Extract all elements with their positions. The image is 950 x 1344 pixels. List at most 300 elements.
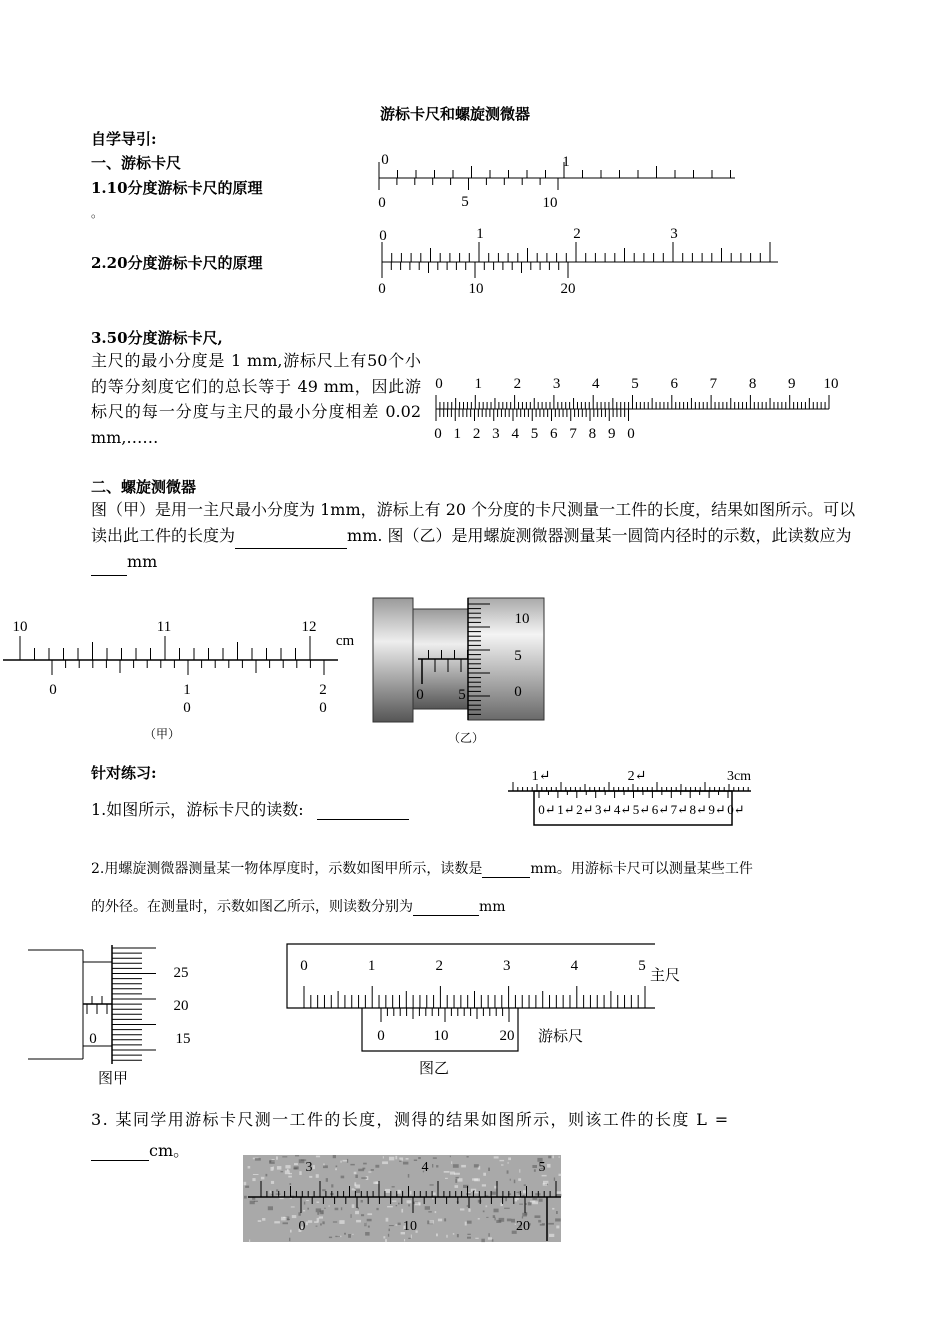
vernier-label: 20 — [560, 281, 576, 297]
main-label: 7 — [709, 376, 718, 392]
photo-noise — [453, 1233, 455, 1235]
photo-noise — [415, 1202, 421, 1205]
photo-noise — [386, 1218, 389, 1222]
photo-noise — [352, 1188, 356, 1190]
photo-noise — [361, 1214, 364, 1216]
vernier-label: 0 — [319, 700, 327, 716]
photo-noise — [552, 1208, 554, 1210]
figure-caption: （甲） — [143, 727, 181, 741]
photo-noise — [385, 1189, 390, 1193]
photo-noise — [314, 1221, 319, 1223]
q1-line — [91, 797, 409, 820]
photo-noise — [269, 1160, 274, 1164]
photo-noise — [475, 1192, 480, 1194]
photo-noise — [347, 1159, 348, 1163]
thimble-label: 5 — [514, 648, 522, 664]
photo-noise — [333, 1155, 336, 1158]
photo-noise — [398, 1203, 400, 1205]
photo-noise — [303, 1210, 305, 1211]
photo-noise — [486, 1217, 488, 1218]
photo-noise — [491, 1192, 496, 1195]
q2-text-c: 的外径。在测量时，示数如图乙所示，则读数分别为 — [91, 899, 413, 915]
photo-noise — [249, 1240, 250, 1243]
photo-noise — [336, 1166, 338, 1168]
main-label: 10 — [823, 376, 839, 392]
photo-noise — [501, 1164, 504, 1165]
section2-text-b: mm. 图（乙）是用螺旋测微器测量某一圆筒内径时的示数，此读数应为 — [347, 525, 852, 545]
photo-noise — [365, 1232, 370, 1236]
photo-noise — [358, 1207, 359, 1209]
main-label: 8 — [748, 376, 757, 392]
photo-noise — [383, 1156, 384, 1158]
photo-noise — [244, 1182, 247, 1186]
photo-noise — [371, 1169, 374, 1171]
photo-noise — [444, 1218, 446, 1221]
photo-noise — [524, 1184, 526, 1186]
photo-noise — [559, 1156, 560, 1158]
photo-noise — [277, 1166, 282, 1170]
photo-noise — [408, 1238, 410, 1239]
photo-noise — [331, 1184, 333, 1187]
main-label: 2 — [513, 376, 522, 392]
photo-noise — [433, 1157, 437, 1158]
photo-noise — [468, 1209, 470, 1212]
photo-noise — [418, 1157, 421, 1159]
photo-noise — [511, 1219, 515, 1223]
photo-noise — [555, 1218, 561, 1221]
photo-noise — [316, 1226, 318, 1227]
photo-noise — [326, 1178, 328, 1182]
photo-noise — [290, 1230, 292, 1233]
photo-noise — [389, 1225, 394, 1226]
photo-noise — [375, 1165, 379, 1168]
sleeve-label: 0 — [416, 687, 424, 703]
photo-noise — [368, 1171, 371, 1172]
photo-noise — [451, 1161, 452, 1164]
q2-caliper-figure — [280, 940, 700, 1080]
vernier-label: 5 — [530, 426, 539, 442]
main-label: 2 — [435, 958, 443, 974]
photo-noise — [367, 1219, 372, 1222]
vernier-label: 0 — [183, 700, 191, 716]
main-label: 3 — [503, 958, 511, 974]
photo-noise — [507, 1170, 509, 1173]
photo-noise — [481, 1239, 485, 1242]
photo-noise — [414, 1160, 417, 1162]
photo-noise — [295, 1155, 299, 1156]
photo-noise — [333, 1221, 337, 1222]
section2-text-a: 图（甲）是用一主尺最小分度为 1mm，游标上有 20 个分度的卡尺测量一工件的长度，结果如图所示。可以读出此工件的长度为 — [91, 500, 856, 545]
photo-noise — [355, 1175, 358, 1178]
photo-noise — [460, 1208, 464, 1210]
photo-noise — [244, 1196, 247, 1199]
photo-noise — [396, 1205, 398, 1206]
photo-noise — [408, 1174, 410, 1178]
answer-blank-micrometer[interactable] — [91, 549, 127, 576]
photo-noise — [406, 1158, 409, 1160]
photo-noise — [540, 1224, 545, 1226]
photo-noise — [388, 1234, 389, 1237]
photo-noise — [354, 1185, 360, 1188]
unit-label: cm — [335, 633, 355, 649]
photo-noise — [329, 1237, 332, 1239]
photo-noise — [274, 1221, 280, 1223]
sleeve-label: 5 — [458, 687, 466, 703]
photo-noise — [320, 1223, 322, 1225]
vernier-label: 1 — [453, 426, 462, 442]
vernier-label: 2↵ — [576, 802, 594, 817]
photo-noise — [518, 1178, 521, 1181]
photo-noise — [316, 1156, 320, 1158]
photo-noise — [363, 1163, 367, 1165]
main-label: 0 — [435, 376, 443, 392]
photo-noise — [335, 1208, 339, 1211]
photo-noise — [465, 1222, 467, 1226]
photo-noise — [482, 1184, 486, 1186]
photo-noise — [499, 1218, 505, 1222]
photo-noise — [288, 1176, 292, 1178]
photo-noise — [494, 1156, 499, 1158]
photo-noise — [290, 1183, 292, 1185]
photo-noise — [403, 1162, 408, 1165]
main-label: 5 — [631, 376, 639, 392]
photo-noise — [368, 1226, 370, 1228]
photo-noise — [399, 1158, 403, 1161]
photo-noise — [483, 1173, 486, 1176]
photo-noise — [535, 1215, 541, 1218]
vernier-label: 7↵ — [670, 802, 689, 817]
photo-noise — [534, 1169, 536, 1172]
photo-noise — [466, 1193, 471, 1195]
item3-text: 主尺的最小分度是 1 mm,游标尺上有50个小的等分刻度它们的总长等于 49 mm，因此游标尺的每一分度与主尺的最小分度相差 0.02 mm,…… — [91, 351, 421, 447]
photo-noise — [317, 1218, 320, 1222]
photo-noise — [428, 1211, 432, 1212]
thimble-label: 25 — [173, 965, 189, 981]
photo-noise — [556, 1194, 561, 1197]
photo-noise — [299, 1171, 301, 1175]
photo-noise — [258, 1220, 262, 1222]
photo-noise — [276, 1156, 278, 1159]
vernier-label: 8↵ — [689, 802, 707, 817]
photo-noise — [309, 1176, 312, 1178]
thimble-label: 20 — [173, 998, 189, 1014]
photo-noise — [478, 1218, 480, 1219]
photo-noise — [282, 1156, 287, 1157]
main-label: 5 — [538, 1160, 546, 1175]
section1-heading: 一、游标卡尺 — [91, 154, 182, 172]
photo-noise — [323, 1165, 328, 1168]
photo-noise — [556, 1191, 562, 1194]
photo-noise — [554, 1178, 555, 1181]
photo-noise — [389, 1229, 391, 1232]
vernier-label: 0↵ — [538, 802, 556, 817]
q3-text-b: cm。 — [149, 1141, 190, 1160]
photo-noise — [407, 1200, 412, 1203]
photo-noise — [488, 1237, 492, 1239]
vernier-label: 6↵ — [651, 802, 670, 817]
photo-noise — [356, 1220, 361, 1223]
photo-noise — [292, 1215, 297, 1218]
photo-noise — [316, 1174, 319, 1178]
q1-caliper-figure — [505, 762, 765, 832]
photo-noise — [319, 1216, 323, 1218]
photo-noise — [425, 1206, 430, 1210]
photo-noise — [508, 1158, 511, 1161]
figure-caption: 图乙 — [418, 1061, 450, 1077]
photo-noise — [276, 1189, 278, 1191]
photo-noise — [392, 1186, 395, 1187]
photo-noise — [281, 1217, 287, 1221]
photo-noise — [367, 1213, 372, 1215]
vernier-label: 3↵ — [594, 802, 613, 817]
photo-noise — [304, 1202, 305, 1205]
photo-noise — [455, 1185, 459, 1188]
vernier-label: 5 — [461, 194, 469, 210]
photo-noise — [483, 1211, 485, 1213]
photo-noise — [548, 1156, 551, 1159]
q3-line1: 3. 某同学用游标卡尺测一工件的长度，测得的结果如图所示，则该工件的长度 L = — [91, 1110, 730, 1129]
main-label: 3cm — [726, 769, 752, 784]
photo-noise — [266, 1174, 268, 1177]
main-label: 0 — [300, 958, 308, 974]
vernier-label: 0 — [378, 281, 386, 297]
item3-heading: 3.50分度游标卡尺, — [91, 329, 223, 347]
photo-noise — [475, 1238, 478, 1239]
photo-noise — [404, 1239, 405, 1241]
photo-noise — [270, 1191, 271, 1194]
micrometer-frame — [373, 598, 413, 722]
photo-noise — [352, 1234, 353, 1235]
vernier-label: 4 — [511, 426, 519, 442]
photo-noise — [508, 1162, 509, 1164]
photo-noise — [376, 1208, 378, 1210]
main-label: 1 — [476, 226, 484, 242]
photo-noise — [444, 1171, 450, 1173]
main-label: 1 — [367, 958, 376, 974]
q2-text-d: mm — [479, 899, 506, 915]
photo-noise — [500, 1160, 505, 1161]
photo-noise — [285, 1165, 290, 1168]
photo-noise — [383, 1236, 385, 1238]
micrometer-yi-figure — [370, 596, 550, 751]
thimble-label: 15 — [175, 1031, 191, 1047]
item2-heading: 2.20分度游标卡尺的原理 — [91, 254, 263, 272]
photo-noise — [356, 1189, 360, 1193]
section2-heading: 二、螺旋测微器 — [91, 478, 197, 496]
photo-noise — [339, 1220, 344, 1224]
main-label: 6 — [670, 376, 678, 392]
photo-noise — [401, 1209, 403, 1213]
photo-noise — [350, 1164, 354, 1166]
main-label: 4 — [570, 958, 579, 974]
guide-heading: 自学导引: — [91, 130, 157, 148]
photo-noise — [539, 1199, 543, 1202]
photo-noise — [488, 1233, 489, 1236]
photo-noise — [348, 1234, 351, 1238]
photo-noise — [432, 1164, 433, 1168]
vernier-label: 4↵ — [613, 802, 632, 817]
photo-noise — [436, 1165, 438, 1167]
main-label: 10 — [12, 619, 28, 635]
vernier-label: 7 — [569, 426, 577, 442]
photo-noise — [306, 1222, 308, 1226]
thimble-label: 10 — [514, 611, 530, 627]
main-label: 4 — [592, 376, 600, 392]
photo-noise — [435, 1211, 437, 1213]
photo-noise — [361, 1200, 363, 1203]
vernier-label: 0↵ — [727, 802, 745, 817]
photo-noise — [255, 1158, 261, 1161]
main-label: 3 — [670, 226, 678, 242]
photo-noise — [276, 1194, 281, 1195]
photo-noise — [514, 1180, 516, 1184]
vernier-label: 10 — [403, 1219, 417, 1234]
q1-answer-blank[interactable] — [317, 800, 409, 820]
vernier-20-figure — [370, 225, 790, 300]
photo-noise — [494, 1209, 499, 1213]
photo-noise — [445, 1178, 448, 1179]
photo-noise — [492, 1239, 494, 1241]
q2-answer-blank-1[interactable] — [482, 861, 530, 878]
practice-heading: 针对练习: — [91, 764, 157, 782]
photo-noise — [271, 1181, 274, 1184]
photo-noise — [294, 1163, 298, 1165]
q2-answer-blank-2[interactable] — [413, 899, 479, 916]
photo-noise — [530, 1201, 535, 1203]
photo-noise — [517, 1192, 520, 1193]
photo-noise — [523, 1190, 527, 1193]
photo-noise — [556, 1211, 558, 1214]
main-label: 5 — [638, 958, 646, 974]
photo-noise — [505, 1198, 507, 1202]
photo-noise — [548, 1223, 554, 1225]
photo-noise — [538, 1220, 541, 1223]
item1-heading: 1.10分度游标卡尺的原理 — [91, 179, 263, 197]
photo-noise — [446, 1235, 447, 1238]
photo-noise — [322, 1189, 326, 1191]
vernier-label: 10 — [433, 1028, 449, 1044]
main-label: 4 — [421, 1160, 429, 1175]
q3-caliper-photo — [243, 1155, 563, 1243]
photo-noise — [519, 1169, 520, 1173]
photo-noise — [313, 1165, 315, 1169]
photo-noise — [289, 1173, 292, 1174]
photo-noise — [317, 1212, 319, 1215]
photo-noise — [273, 1166, 274, 1169]
vernier-label: 6 — [550, 426, 558, 442]
main-name: 主尺 — [650, 968, 681, 984]
photo-noise — [467, 1205, 468, 1207]
photo-noise — [281, 1171, 284, 1172]
vernier-label: 10 — [468, 281, 484, 297]
photo-noise — [261, 1177, 265, 1180]
vernier-label: 9↵ — [708, 802, 726, 817]
photo-noise — [507, 1219, 511, 1222]
photo-noise — [344, 1233, 346, 1235]
photo-noise — [456, 1177, 459, 1179]
main-label: 12 — [301, 619, 317, 635]
photo-noise — [343, 1160, 348, 1162]
photo-noise — [433, 1192, 436, 1195]
photo-noise — [294, 1168, 297, 1170]
photo-noise — [542, 1175, 547, 1177]
photo-noise — [410, 1191, 412, 1195]
vernier-label: 0 — [49, 682, 57, 698]
photo-noise — [324, 1208, 326, 1209]
photo-noise — [408, 1204, 410, 1206]
photo-noise — [549, 1234, 554, 1237]
photo-noise — [556, 1226, 559, 1229]
caliper-jia-figure — [0, 612, 370, 752]
photo-noise — [519, 1204, 523, 1205]
photo-noise — [317, 1202, 320, 1204]
vernier-label: 9 — [607, 426, 616, 442]
vernier-label: 2 — [472, 426, 481, 442]
photo-noise — [532, 1165, 537, 1168]
q1-text: 1.如图所示，游标卡尺的读数: — [91, 800, 304, 819]
vernier-label: 2 — [319, 682, 327, 698]
vernier-label: 3 — [492, 426, 500, 442]
photo-noise — [495, 1218, 496, 1221]
sleeve-label: 0 — [89, 1031, 97, 1047]
photo-noise — [486, 1205, 488, 1207]
photo-noise — [287, 1169, 289, 1171]
photo-noise — [341, 1207, 342, 1210]
vernier-label: 0 — [627, 426, 635, 442]
photo-noise — [457, 1234, 459, 1237]
photo-noise — [291, 1206, 295, 1207]
photo-noise — [351, 1214, 352, 1218]
photo-noise — [398, 1190, 401, 1194]
main-scale-frame — [287, 944, 655, 1008]
figure-caption: （乙） — [447, 731, 485, 745]
photo-noise — [289, 1238, 290, 1242]
page-title: 游标卡尺和螺旋测微器 — [380, 105, 531, 123]
photo-noise — [429, 1220, 434, 1224]
vernier-label: 0 — [298, 1219, 306, 1234]
photo-noise — [307, 1208, 309, 1210]
photo-noise — [268, 1206, 273, 1210]
photo-noise — [450, 1156, 451, 1158]
photo-noise — [287, 1219, 290, 1220]
photo-noise — [358, 1169, 364, 1172]
q3-answer-blank[interactable] — [91, 1141, 149, 1161]
main-label: 9 — [788, 376, 796, 392]
q2-micrometer-figure — [25, 940, 225, 1090]
q3-line2 — [91, 1138, 189, 1161]
photo-noise — [472, 1178, 478, 1180]
answer-blank-length[interactable] — [235, 523, 347, 550]
photo-noise — [547, 1164, 550, 1168]
photo-noise — [467, 1237, 471, 1239]
main-label: 0 — [379, 228, 387, 244]
main-label: 3 — [552, 376, 561, 392]
photo-noise — [543, 1183, 548, 1186]
vernier-10-figure — [370, 150, 750, 215]
photo-noise — [526, 1203, 527, 1205]
vernier-label: 0 — [434, 426, 442, 442]
photo-noise — [361, 1177, 367, 1179]
photo-noise — [438, 1219, 442, 1222]
vernier-label: 0 — [378, 195, 386, 211]
main-label: 1↵ — [531, 769, 551, 784]
main-label: 3 — [305, 1160, 313, 1175]
photo-noise — [254, 1201, 258, 1202]
q2-text-a: 2.用螺旋测微器测量某一物体厚度时，示数如图甲所示，读数是 — [91, 861, 483, 877]
photo-noise — [306, 1200, 309, 1201]
photo-noise — [510, 1179, 511, 1181]
q2-line1 — [91, 858, 753, 878]
